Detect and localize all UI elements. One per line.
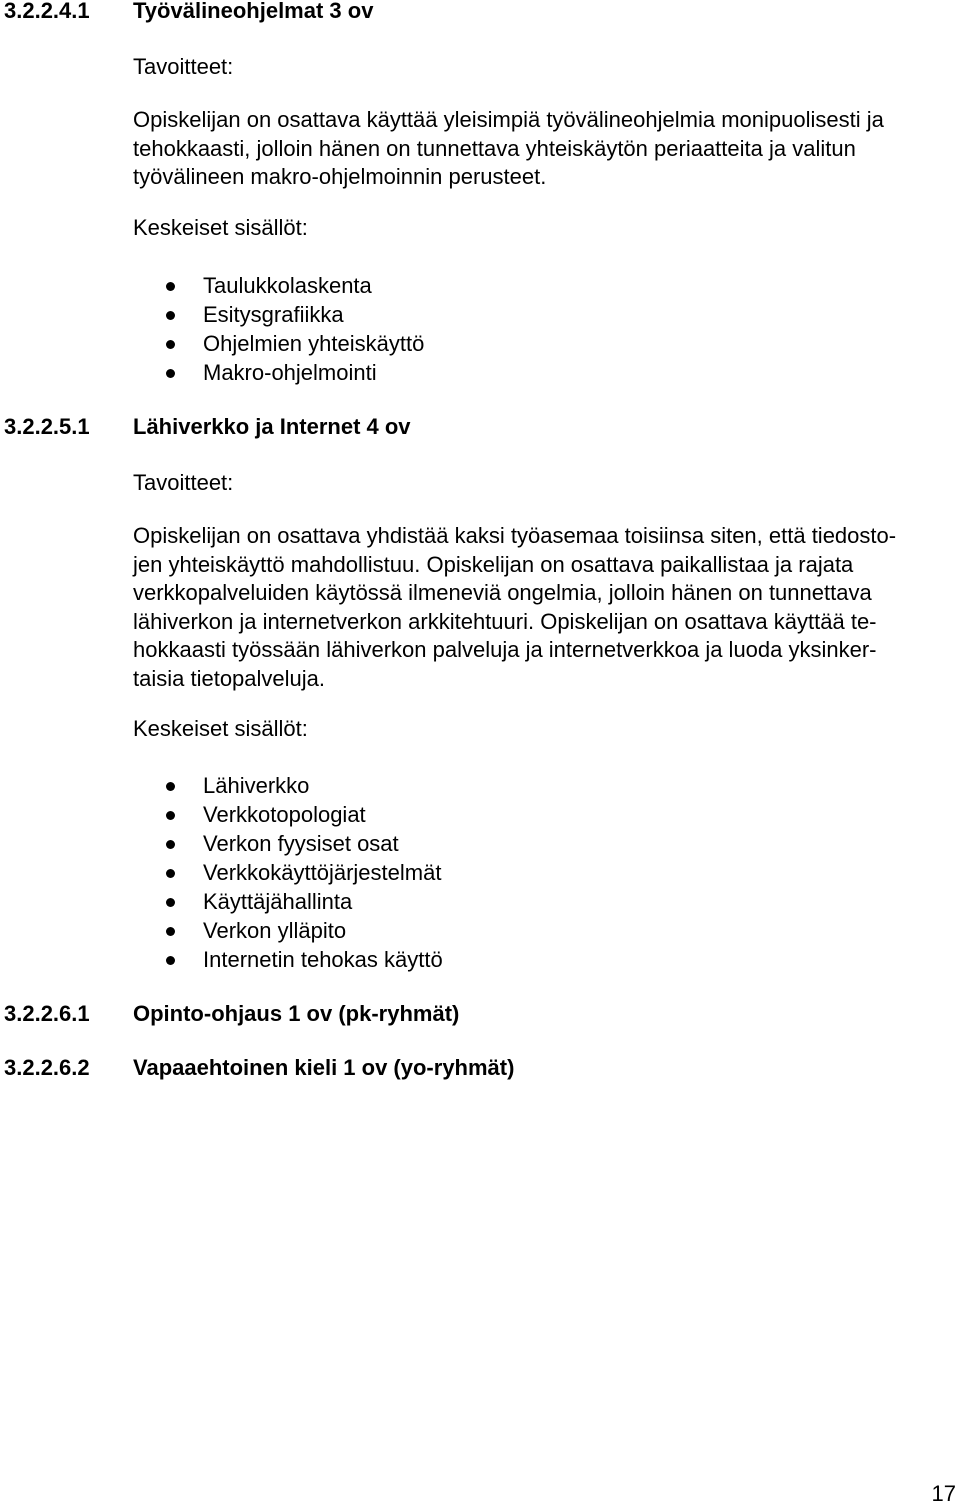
list-item: Verkkotopologiat	[166, 800, 443, 829]
section-number: 3.2.2.6.1	[4, 1001, 90, 1026]
section-number: 3.2.2.6.2	[4, 1055, 90, 1080]
content-label: Keskeiset sisällöt:	[133, 215, 308, 240]
goals-paragraph	[133, 106, 953, 192]
bullet-icon	[166, 811, 175, 820]
page-number: 17	[931, 1481, 956, 1506]
bullet-icon	[166, 311, 175, 320]
section-number: 3.2.2.5.1	[4, 414, 90, 439]
goals-paragraph	[133, 522, 953, 693]
content-list	[166, 271, 424, 387]
goals-label: Tavoitteet:	[133, 54, 234, 79]
section-title: Työvälineohjelmat 3 ov	[133, 0, 374, 23]
paragraph-line: jen yhteiskäyttö mahdollistuu. Opiskelijan on osattava paikallistaa ja rajata	[133, 551, 854, 577]
paragraph-line: tehokkaasti, jolloin hänen on tunnettava yhteiskäytön periaatteita ja valitun	[133, 135, 856, 161]
list-item: Käyttäjähallinta	[166, 887, 443, 916]
list-item: Esitysgrafiikka	[166, 300, 424, 329]
list-item: Internetin tehokas käyttö	[166, 945, 443, 974]
bullet-icon	[166, 840, 175, 849]
bullet-icon	[166, 927, 175, 936]
paragraph-line: hokkaasti työssään lähiverkon palveluja ja internetverkkoa ja luoda yksinker-	[133, 637, 877, 662]
paragraph-line: verkkopalveluiden käytössä ilmeneviä ongelmia, jolloin hänen on tunnettava	[133, 580, 872, 605]
content-list	[166, 771, 443, 974]
paragraph-line: Opiskelijan on osattava käyttää yleisimpiä työvälineohjelmia monipuolisesti ja	[133, 107, 884, 132]
section-title: Lähiverkko ja Internet 4 ov	[133, 414, 411, 439]
list-item: Taulukkolaskenta	[166, 271, 424, 300]
section-number: 3.2.2.4.1	[4, 0, 90, 23]
list-item: Verkon ylläpito	[166, 916, 443, 945]
bullet-icon	[166, 369, 175, 378]
list-item: Ohjelmien yhteiskäyttö	[166, 329, 424, 358]
list-item: Verkon fyysiset osat	[166, 829, 443, 858]
list-item: Lähiverkko	[166, 771, 443, 800]
bullet-icon	[166, 340, 175, 349]
paragraph-line: lähiverkon ja internetverkon arkkitehtuuri. Opiskelijan on osattava käyttää te-	[133, 608, 877, 634]
bullet-icon	[166, 898, 175, 907]
bullet-icon	[166, 956, 175, 965]
goals-label: Tavoitteet:	[133, 470, 234, 495]
paragraph-line: taisia tietopalveluja.	[133, 665, 326, 691]
list-item: Makro-ohjelmointi	[166, 358, 424, 387]
bullet-icon	[166, 869, 175, 878]
content-label: Keskeiset sisällöt:	[133, 716, 308, 741]
section-title: Vapaaehtoinen kieli 1 ov (yo-ryhmät)	[133, 1055, 515, 1080]
section-title: Opinto-ohjaus 1 ov (pk-ryhmät)	[133, 1001, 460, 1026]
list-item: Verkkokäyttöjärjestelmät	[166, 858, 443, 887]
paragraph-line: Opiskelijan on osattava yhdistää kaksi työasemaa toisiinsa siten, että tiedosto-	[133, 523, 897, 548]
paragraph-line: työvälineen makro-ohjelmoinnin perusteet.	[133, 164, 547, 189]
bullet-icon	[166, 282, 175, 291]
bullet-icon	[166, 782, 175, 791]
